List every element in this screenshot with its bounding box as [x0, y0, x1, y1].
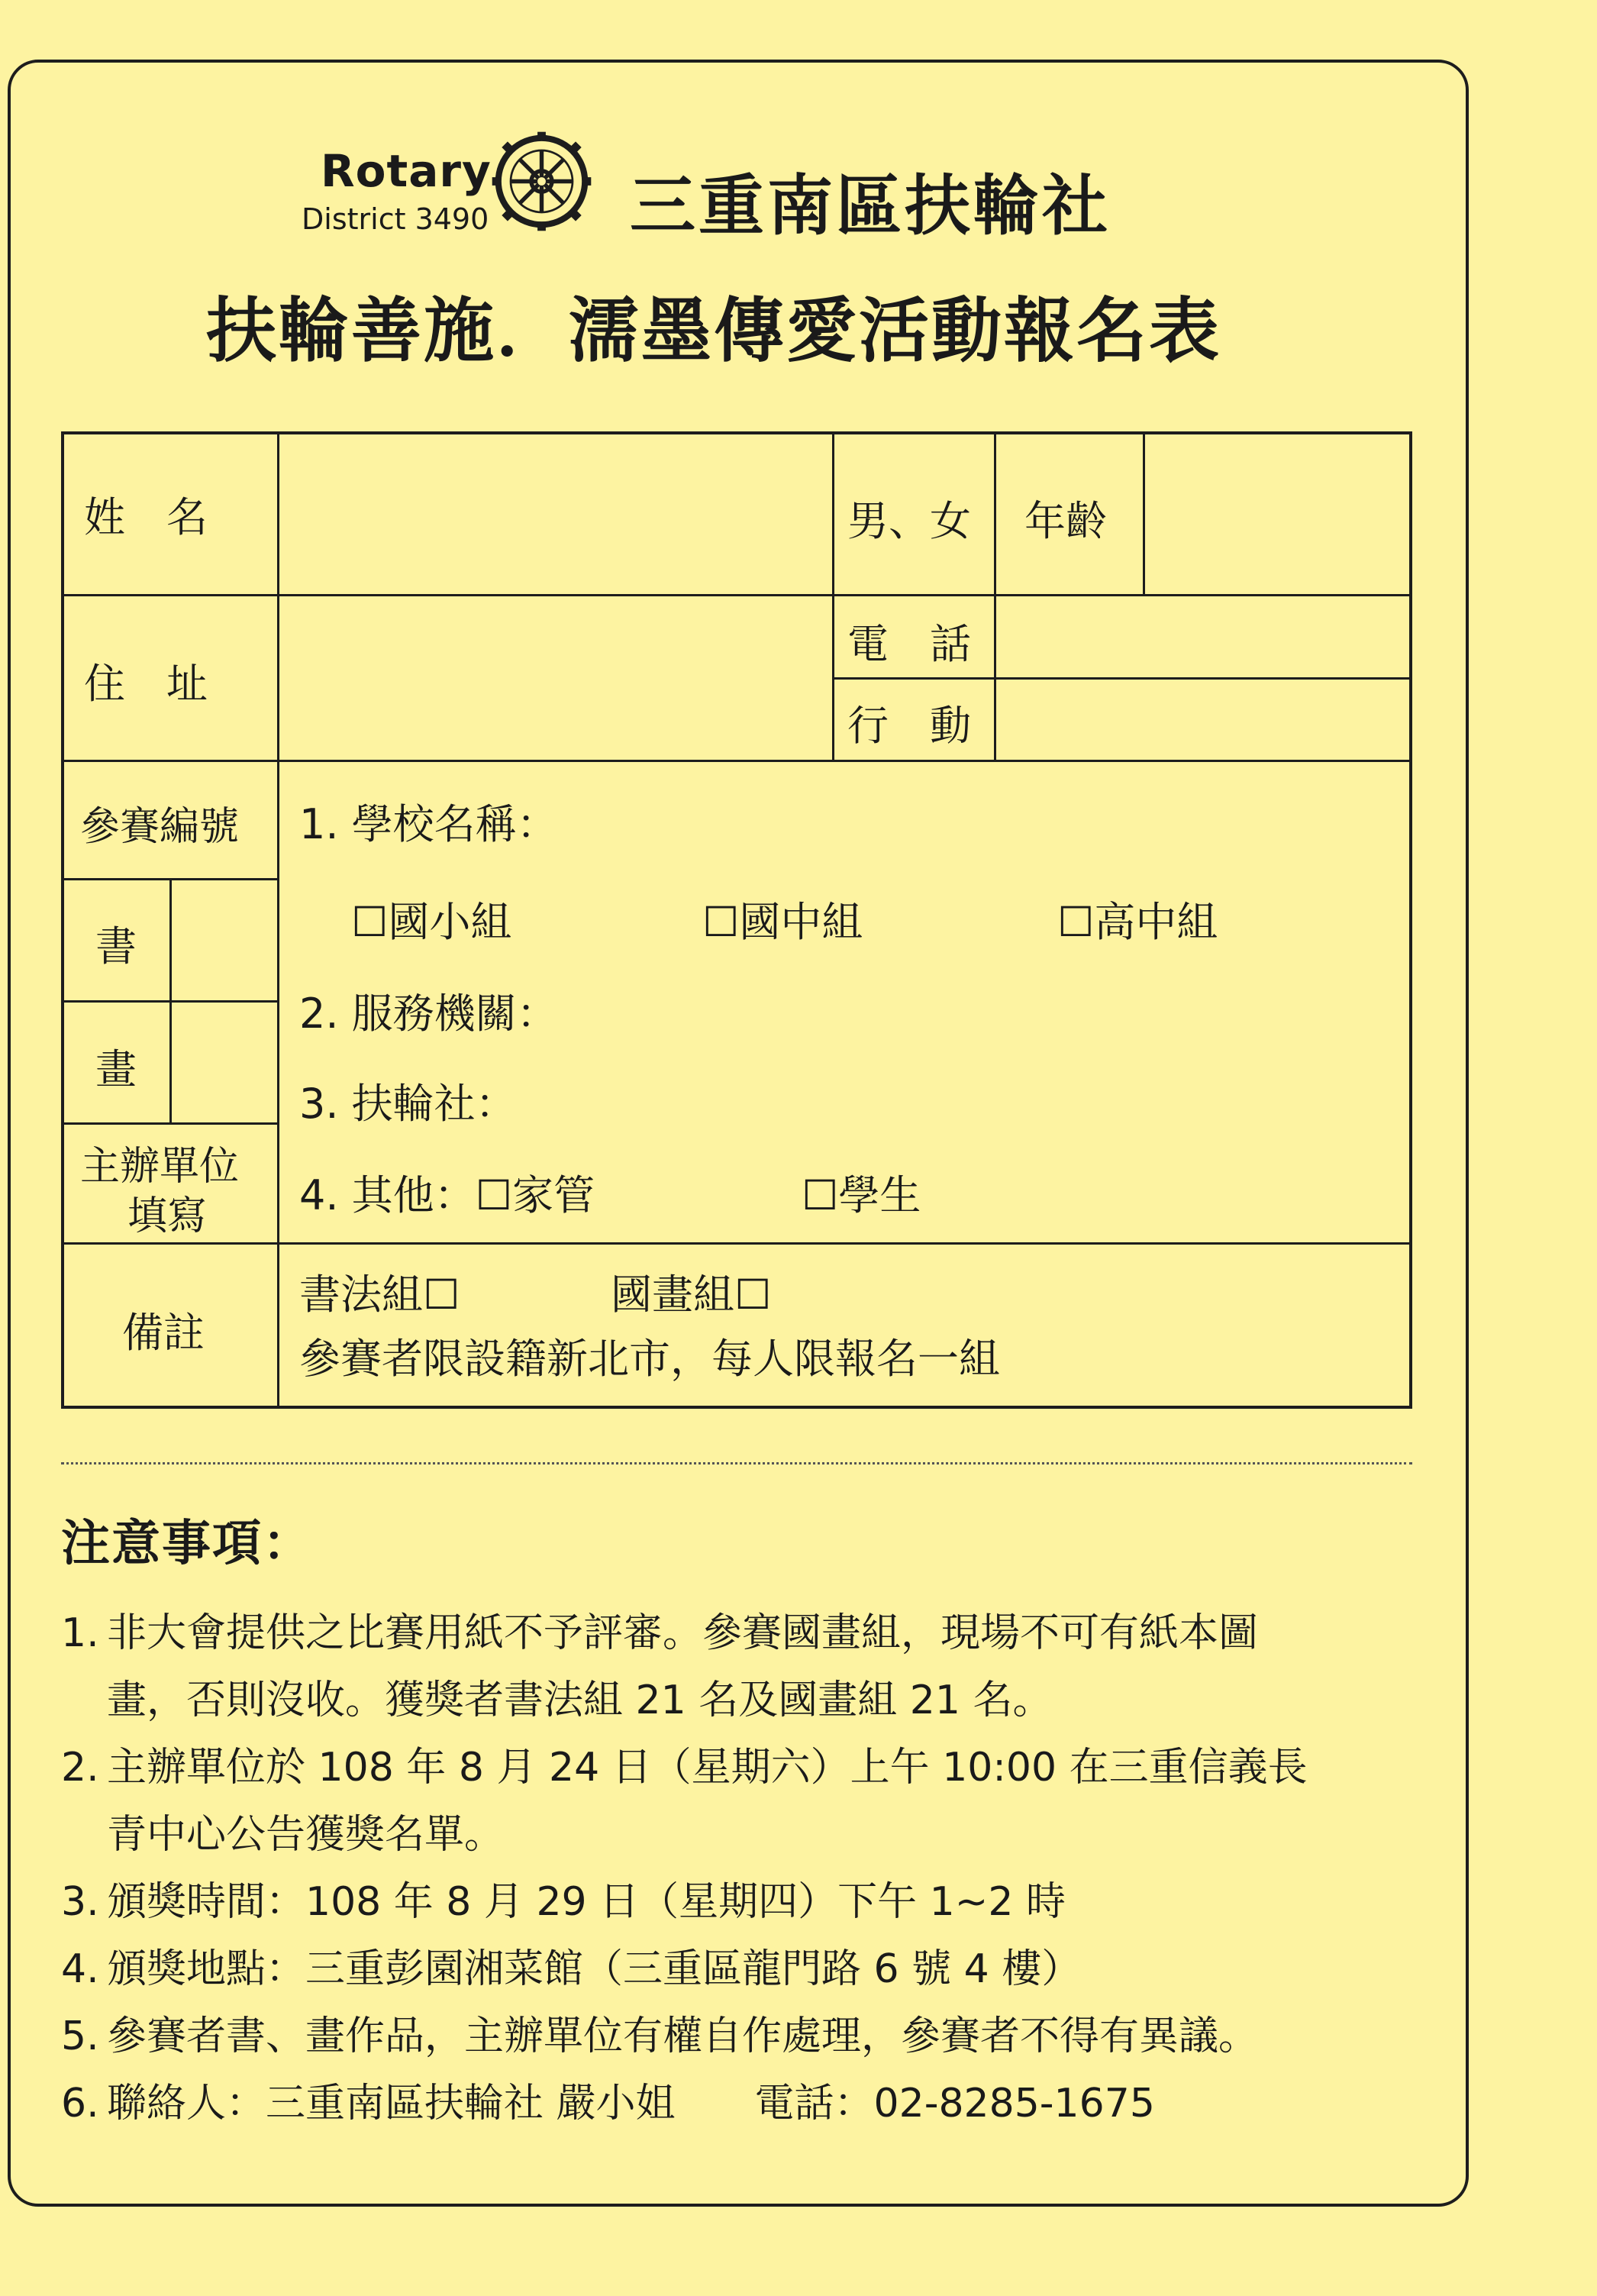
list-item: 5. 參賽者書、畫作品，主辦單位有權自作處理，參賽者不得有異議。 — [61, 2013, 1259, 2059]
organizer-label-line2: 填寫 — [127, 1193, 208, 1239]
list-item: 3. 頒獎時間：108 年 8 月 29 日（星期四）下午 1~2 時 — [61, 1879, 1066, 1925]
notes-title: 注意事項： — [61, 1516, 313, 1572]
cut-line — [61, 1462, 1412, 1464]
rotary-wheel-icon — [490, 130, 593, 233]
option-senior[interactable]: ☐高中組 — [1057, 898, 1218, 946]
other-line[interactable]: 4. 其他：☐家管 — [299, 1171, 595, 1219]
agency-line: 2. 服務機關： — [299, 990, 558, 1038]
entry-no-label: 參賽編號 — [80, 804, 240, 850]
mobile-label: 行 動 — [847, 702, 971, 750]
organizer-label-line1: 主辦單位 — [80, 1144, 240, 1190]
calligraphy-label: 書 — [95, 922, 137, 970]
remark-calligraphy-option[interactable]: 書法組☐ — [299, 1271, 460, 1319]
registration-form — [61, 431, 1412, 1409]
rotary-wordmark: Rotary — [321, 145, 492, 197]
gender-label: 男、女 — [847, 497, 971, 545]
option-junior[interactable]: ☐國中組 — [702, 898, 863, 946]
painting-label: 畫 — [95, 1045, 137, 1093]
list-item: 2. 主辦單位於 108 年 8 月 24 日（星期六）上午 10:00 在三重信義長 青中心公告獲獎名單。 — [61, 1745, 1308, 1858]
option-student[interactable]: ☐學生 — [802, 1171, 921, 1219]
list-item: 6. 聯絡人：三重南區扶輪社 嚴小姐 電話：02-8285-1675 — [61, 2081, 1155, 2126]
age-label: 年齡 — [1024, 497, 1107, 545]
phone-label: 電 話 — [847, 620, 971, 668]
school-name-line: 1. 學校名稱： — [299, 800, 558, 848]
address-label: 住 址 — [84, 660, 208, 708]
form-title: 扶輪善施．濡墨傳愛活動報名表 — [206, 290, 1222, 372]
notes-list — [61, 1600, 1420, 2137]
club-name: 三重南區扶輪社 — [630, 168, 1111, 244]
remark-rule: 參賽者限設籍新北市，每人限報名一組 — [299, 1335, 1000, 1383]
remarks-label: 備註 — [122, 1309, 205, 1357]
name-label: 姓 名 — [84, 493, 208, 541]
option-elementary[interactable]: ☐國小組 — [351, 898, 512, 946]
rotary-club-line: 3. 扶輪社： — [299, 1080, 517, 1128]
list-item: 4. 頒獎地點：三重彭園湘菜館（三重區龍門路 6 號 4 樓） — [61, 1946, 1082, 1992]
remark-painting-option[interactable]: 國畫組☐ — [611, 1271, 772, 1319]
list-item: 1. 非大會提供之比賽用紙不予評審。參賽國畫組，現場不可有紙本圖 畫，否則沒收。獲獎者書法組 21 名及國畫組 21 名。 — [61, 1610, 1259, 1723]
district-label: District 3490 — [302, 202, 489, 236]
